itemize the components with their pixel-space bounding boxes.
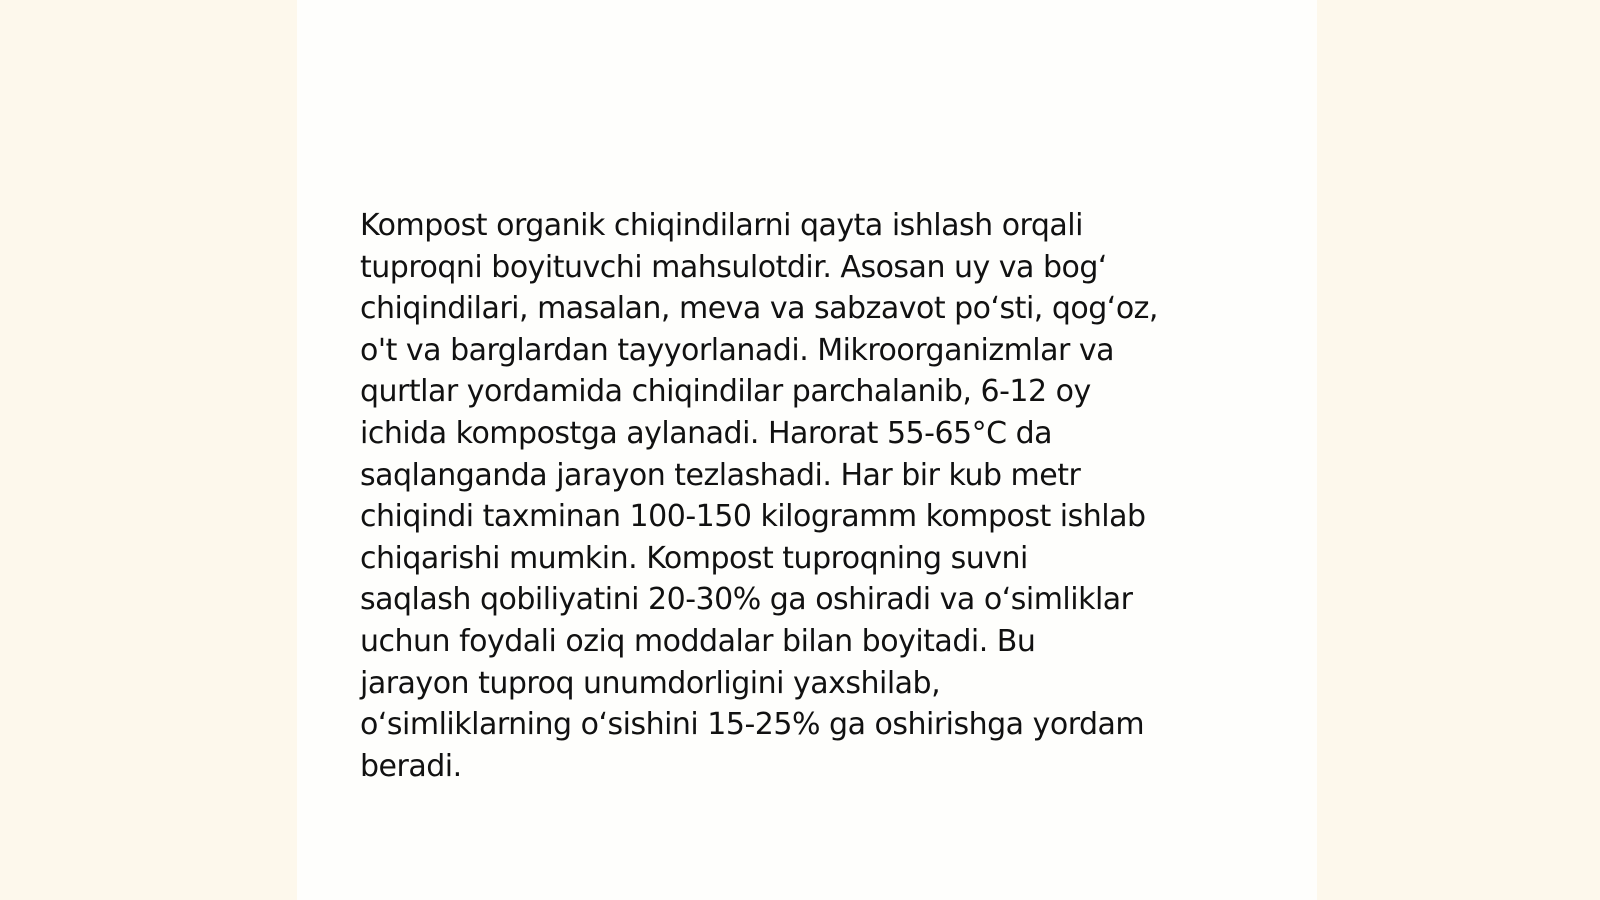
- paragraph-line: Kompost organik chiqindilarni qayta ishlash orqali: [360, 208, 1083, 243]
- paragraph-line: jarayon tuproq unumdorligini yaxshilab,: [360, 665, 941, 701]
- paragraph-line: chiqindi taxminan 100-150 kilogramm kompost ishlab: [360, 499, 1146, 535]
- document-page: [297, 0, 1317, 900]
- paragraph-line: tuproqni boyituvchi mahsulotdir. Asosan uy va bog‘: [360, 249, 1107, 285]
- paragraph-line: saqlash qobiliyatini 20-30% ga oshiradi va o‘simliklar: [360, 582, 1133, 618]
- paragraph-line: saqlanganda jarayon tezlashadi. Har bir kub metr: [360, 457, 1081, 493]
- paragraph-line: ichida kompostga aylanadi. Harorat 55-65°C da: [360, 415, 1053, 451]
- body-paragraph: [360, 205, 1260, 787]
- paragraph-line: o't va barglardan tayyorlanadi. Mikroorganizmlar va: [360, 332, 1115, 368]
- paragraph-line: uchun foydali oziq moddalar bilan boyitadi. Bu: [360, 623, 1036, 659]
- paragraph-line: beradi.: [360, 748, 462, 784]
- paragraph-line: chiqarishi mumkin. Kompost tuproqning suvni: [360, 540, 1028, 576]
- paragraph-line: qurtlar yordamida chiqindilar parchalanib, 6-12 oy: [360, 374, 1091, 410]
- paragraph-line: chiqindilari, masalan, meva va sabzavot po‘sti, qog‘oz,: [360, 291, 1158, 327]
- paragraph-line: o‘simliklarning o‘sishini 15-25% ga oshirishga yordam: [360, 707, 1145, 743]
